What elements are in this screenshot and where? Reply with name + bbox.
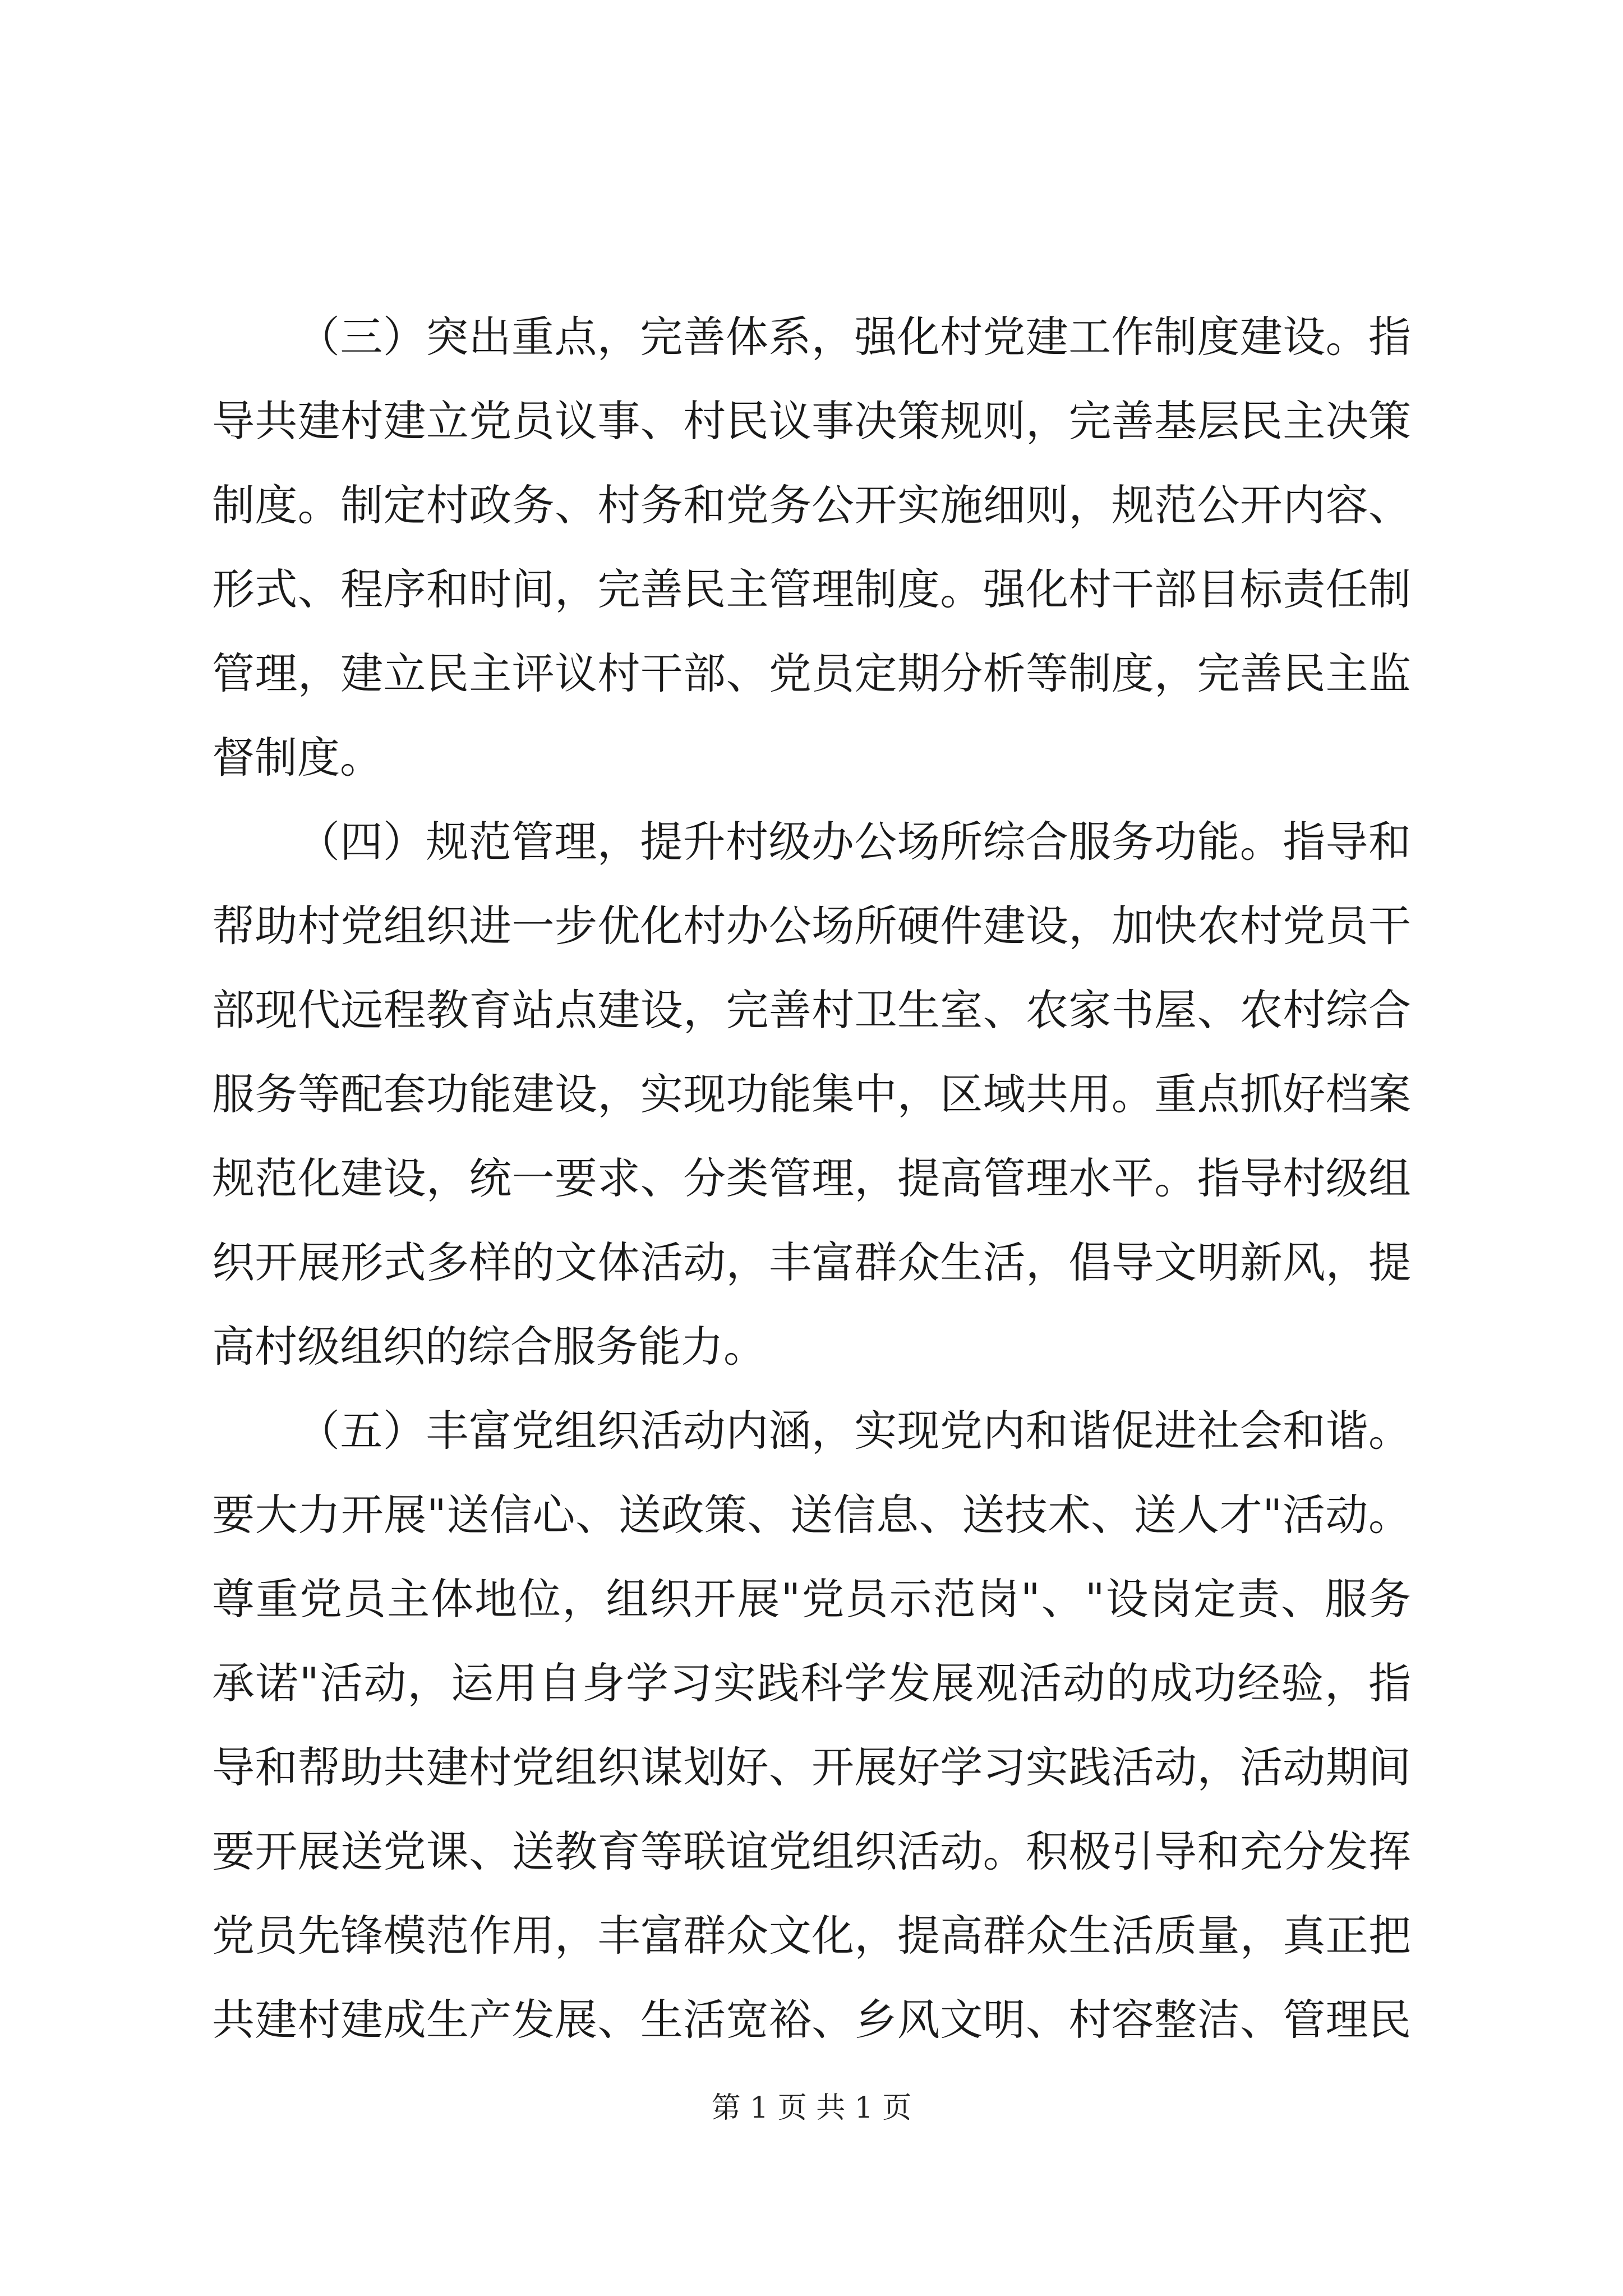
text-line: 高村级组织的综合服务能力。: [212, 1322, 766, 1372]
text-line: 部现代远程教育站点建设，完善村卫生室、农家书屋、农村综合: [212, 985, 1411, 1035]
text-line: 督制度。: [212, 733, 382, 783]
text-line: （四）规范管理，提升村级办公场所综合服务功能。指导和: [297, 817, 1411, 867]
text-line: 织开展形式多样的文体活动，丰富群众生活，倡导文明新风，提: [212, 1237, 1411, 1287]
text-line: 要大力开展"送信心、送政策、送信息、送技术、送人才"活动。: [212, 1490, 1411, 1540]
text-line: 服务等配套功能建设，实现功能集中，区域共用。重点抓好档案: [212, 1069, 1411, 1119]
page-footer: 第 1 页 共 1 页: [711, 2091, 912, 2125]
text-line: （三）突出重点，完善体系，强化村党建工作制度建设。指: [297, 312, 1411, 362]
text-line: 帮助村党组织进一步优化村办公场所硬件建设，加快农村党员干: [212, 901, 1411, 951]
text-line: 制度。制定村政务、村务和党务公开实施细则，规范公开内容、: [212, 480, 1411, 530]
text-line: 共建村建成生产发展、生活宽裕、乡风文明、村容整洁、管理民: [212, 1995, 1411, 2045]
text-line: 尊重党员主体地位，组织开展"党员示范岗"、"设岗定责、服务: [212, 1574, 1411, 1624]
text-line: 党员先锋模范作用，丰富群众文化，提高群众生活质量，真正把: [212, 1911, 1411, 1961]
text-line: 承诺"活动，运用自身学习实践科学发展观活动的成功经验，指: [212, 1658, 1411, 1708]
text-line: （五）丰富党组织活动内涵，实现党内和谐促进社会和谐。: [297, 1406, 1411, 1456]
text-line: 要开展送党课、送教育等联谊党组织活动。积极引导和充分发挥: [212, 1826, 1411, 1876]
text-line: 导共建村建立党员议事、村民议事决策规则，完善基层民主决策: [212, 396, 1411, 446]
text-line: 导和帮助共建村党组织谋划好、开展好学习实践活动，活动期间: [212, 1742, 1411, 1792]
text-line: 规范化建设，统一要求、分类管理，提高管理水平。指导村级组: [212, 1153, 1411, 1203]
text-line: 管理，建立民主评议村干部、党员定期分析等制度，完善民主监: [212, 648, 1411, 698]
text-line: 形式、程序和时间，完善民主管理制度。强化村干部目标责任制: [212, 564, 1411, 614]
